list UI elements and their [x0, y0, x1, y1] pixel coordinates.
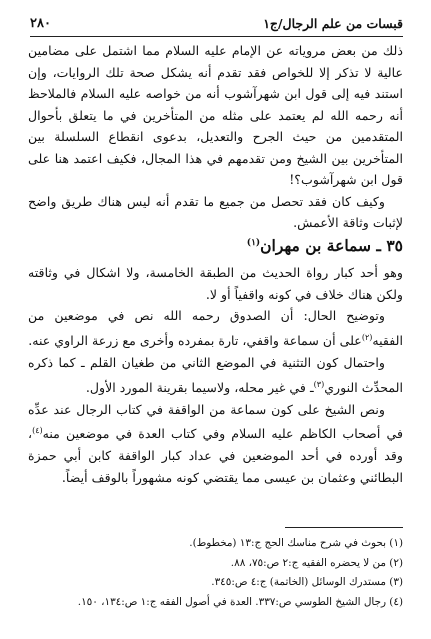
footnote: (٣) مستدرك الوسائل (الخاتمة) ج:٤ ص:٣٤٥. — [211, 576, 403, 588]
running-title: قبسات من علم الرجال/ج١ — [263, 15, 403, 31]
page-header — [30, 12, 403, 37]
footnote: (١) بحوث في شرح مناسك الحج ج:١٣ (مخطوط). — [189, 537, 403, 549]
paragraph-text: ونص الشيخ على كون سماعة من الواقفة في كتاب الرجال عند عدِّه في أصحاب الكاظم عليه السلام وفي كتاب العدة في موضعين منه — [28, 401, 403, 442]
paragraph: ذلك من بعض مروياته عن الإمام عليه السلام مما اشتمل على مضامين عالية لا تذكر إلا للخواص فقد تقدم أنه يشكل صحة تلك الروايات، وإن استند فيه إلى قول ابن شهرآشوب أنه من خواصه عليه السلام فالملاحظ أنه رحمه الله لم يعتمد على مثله من المتأخرين في ما يتعلق بأحوال المتقدمين من حيث الجرح والتعديل، بدعوى انقطاع السلسلة بين المتأخرين بين الشيخ ومن تقدمهم في هذا المجال، فكيف اعتمد هنا على قول ابن شهرآشوب؟! — [28, 43, 403, 187]
paragraph: وكيف كان فقد تحصل من جميع ما تقدم أنه ليس هناك طريق واضح لإثبات وثاقة الأعمش. — [28, 193, 403, 230]
footnote-marker: (٤) — [32, 426, 43, 436]
section-title-text: ٣٥ ـ سماعة بن مهران — [260, 236, 403, 255]
paragraph — [28, 399, 403, 489]
body-text — [28, 40, 403, 234]
paragraph: وهو أحد كبار رواة الحديث من الطبقة الخامسة، ولا اشكال في وثاقته ولكن هناك خلاف في كونه واقفياً أو لا. — [28, 265, 403, 302]
paragraph-text: وتوضيح الحال: أن الصدوق رحمه الله نص في موضعين من الفقيه — [28, 308, 403, 349]
footnote: (٤) رجال الشيخ الطوسي ص:٣٣٧. العدة في أصول الفقه ج:١ ص:١٣٤، ١٥٠. — [77, 595, 403, 608]
footnote: (٢) من لا يحضره الفقيه ج:٢ ص:٧٥، ٨٨. — [230, 556, 403, 569]
paragraph-text: واحتمال كون التثنية في الموضع الثاني من طغيان القلم ـ كما ذكره المحدِّث النوري — [28, 355, 403, 395]
page-number: ٢٨٠ — [30, 15, 51, 31]
footnotes — [28, 534, 403, 612]
section-body — [28, 262, 403, 489]
footnote-marker: (١) — [246, 237, 261, 248]
section-heading — [247, 236, 403, 255]
footnote-marker: (٣) — [313, 379, 325, 389]
paragraph — [28, 352, 403, 399]
paragraph — [28, 305, 403, 352]
footnote-separator — [285, 527, 403, 528]
footnote-marker: (٢) — [361, 333, 373, 343]
paragraph-text: ، وقد أورده في أحد الموضعين في عداد كبار الواقفة كابن أبي حمزة البطائني وعثمان بن عيسى مما يقتضي كونه مشهوراً بالوقف أيضاً. — [28, 426, 403, 485]
paragraph-text: ـ في غير محله، ولاسيما بقرينة المورد الأول. — [85, 379, 314, 395]
paragraph-text: على أن سماعة واقفي، تارة بمفرده وأخرى مع زرعة الراوي عنه. — [28, 333, 362, 349]
